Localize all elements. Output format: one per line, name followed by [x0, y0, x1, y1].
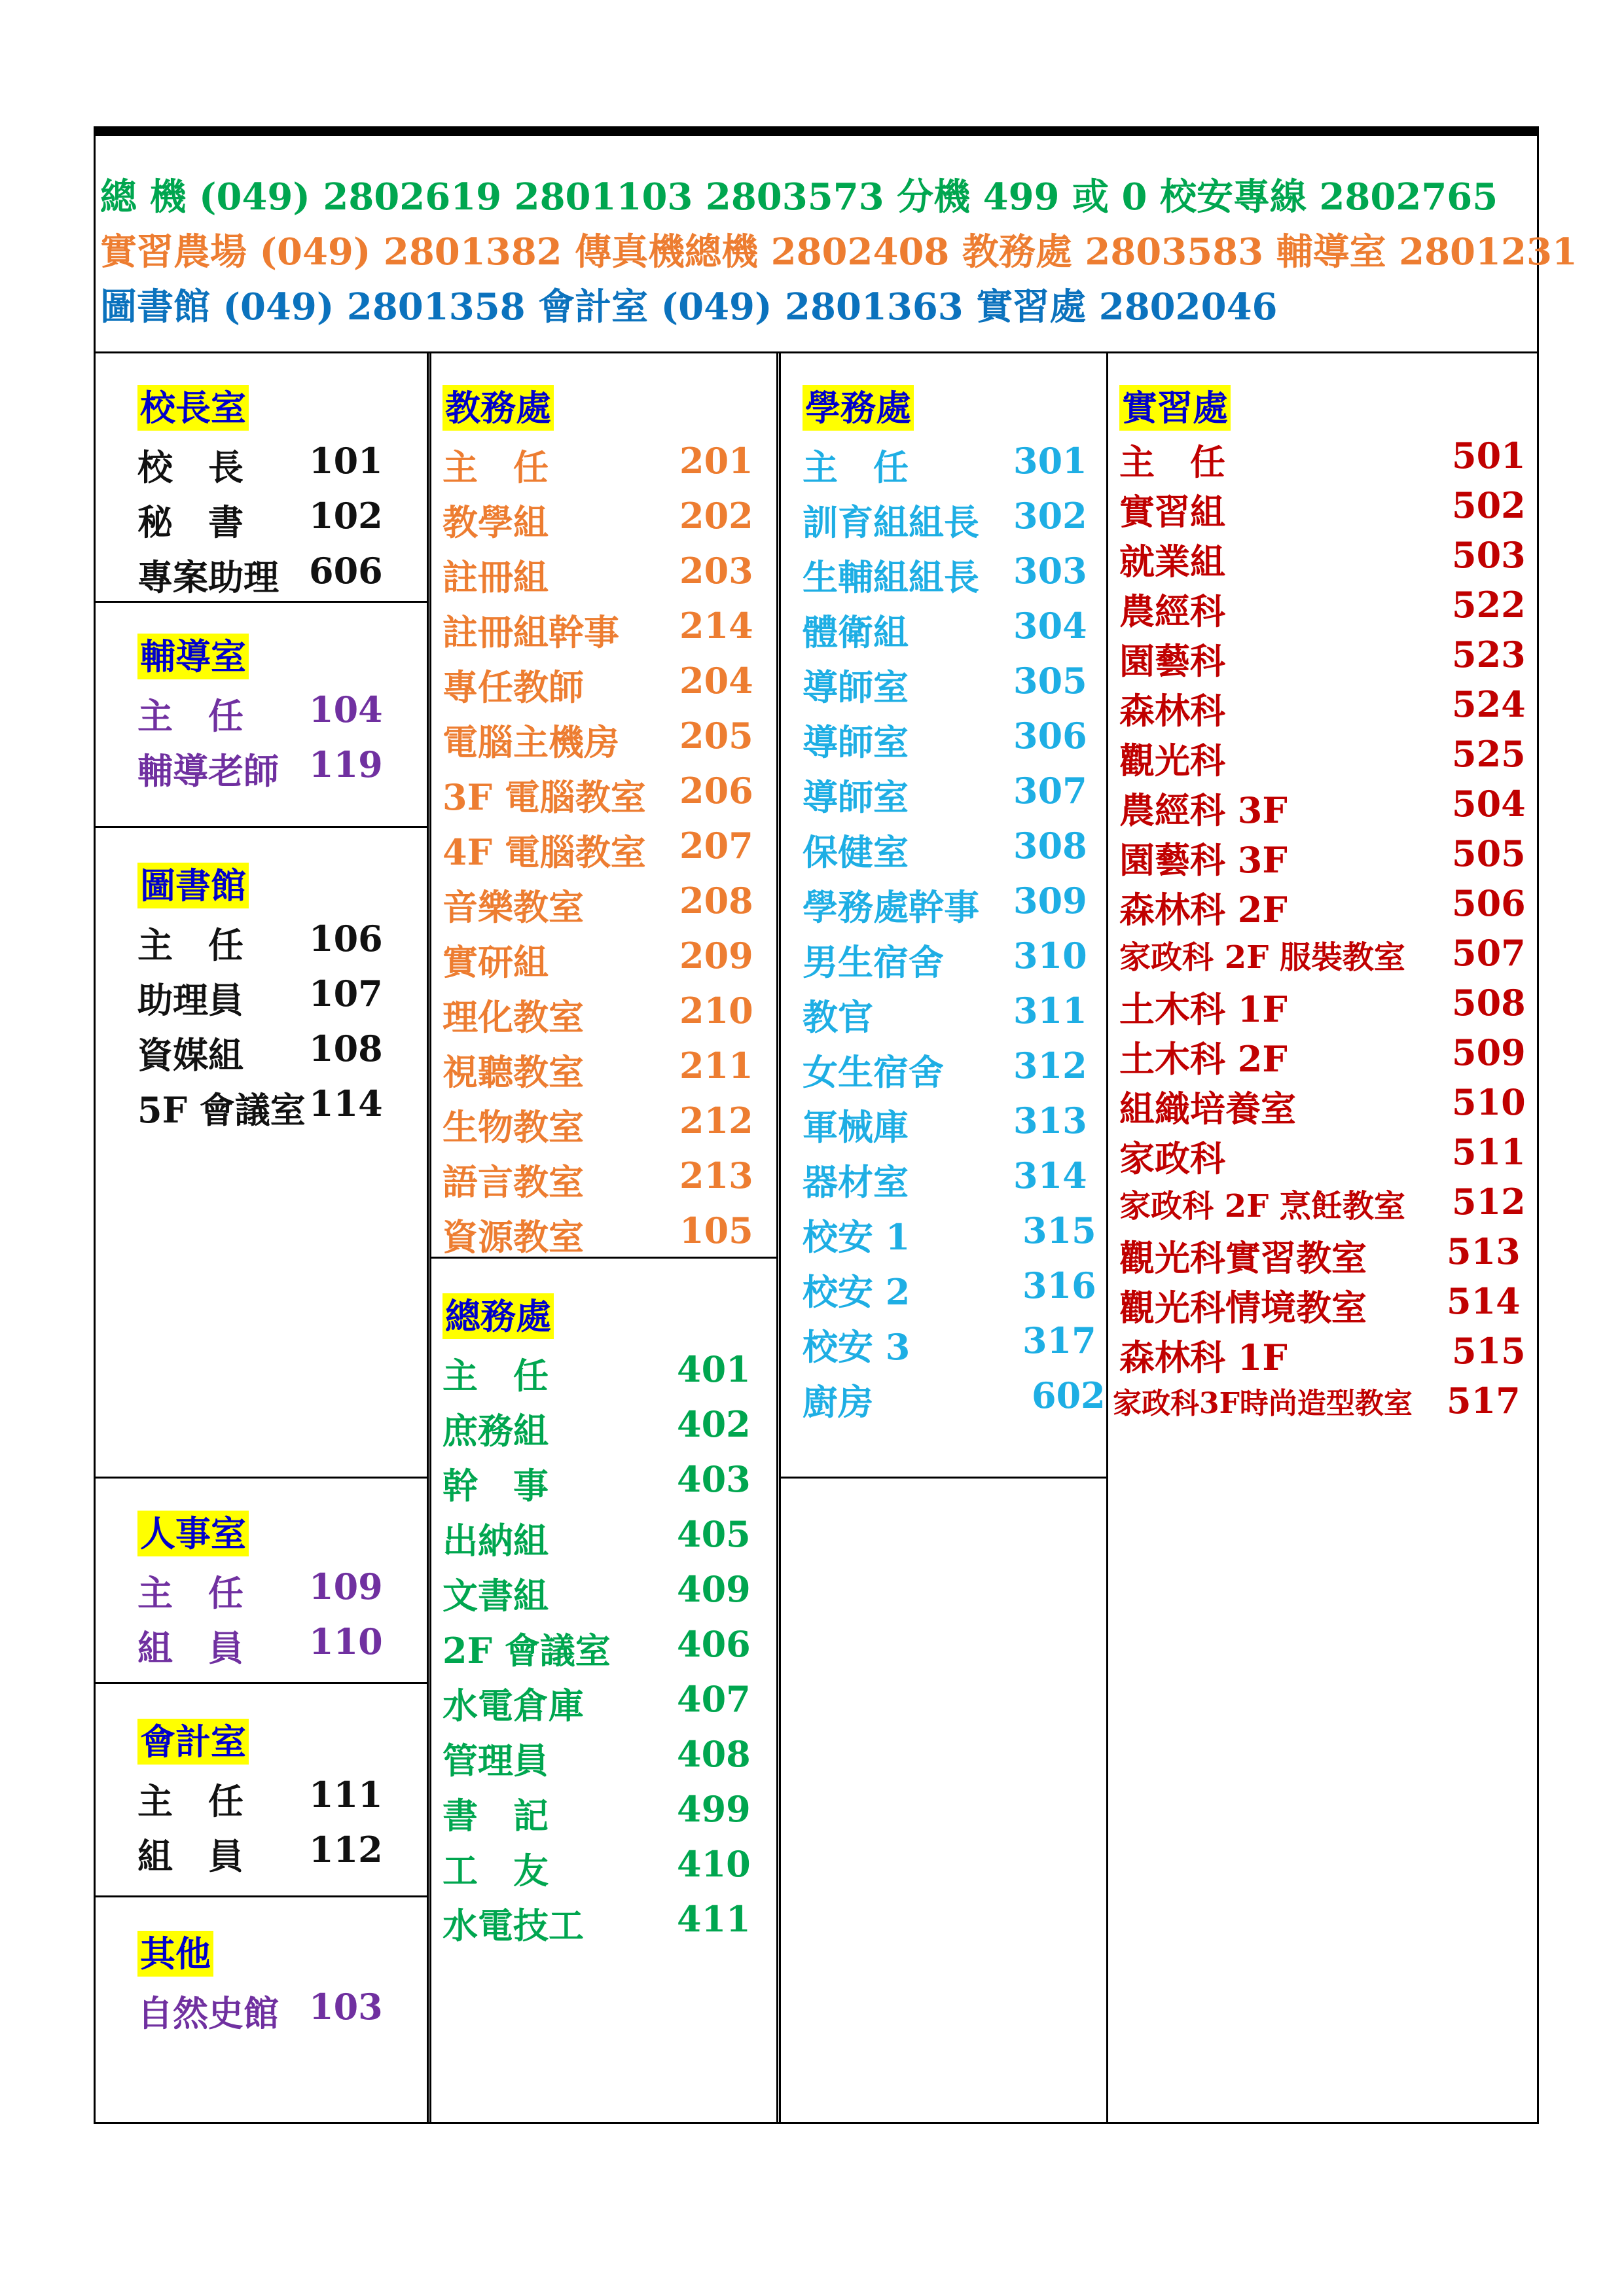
- header-line-2: 實習農場 (049) 2801382 傳真機總機 2802408 教務處 2803583 輔導室 2801231: [100, 230, 1578, 274]
- list-item: 生物教室 212: [442, 1100, 753, 1148]
- list-item: 主 任 201: [442, 440, 753, 488]
- list-item: 書 記 499: [442, 1788, 751, 1837]
- list-item: 教學組 202: [442, 495, 753, 543]
- column-divider-1: [427, 353, 429, 2124]
- list-item: 5F 會議室 114: [137, 1083, 383, 1131]
- list-item: 專案助理 606: [137, 550, 383, 598]
- list-item: 主 任 301: [803, 440, 1087, 488]
- list-item: 組 員 110: [137, 1621, 383, 1669]
- list-item: 組 員 112: [137, 1829, 383, 1877]
- section-accounting: [137, 1719, 412, 1880]
- list-item: 體衛組 304: [803, 605, 1087, 653]
- separator-principal: [94, 601, 429, 603]
- list-item: 理化教室 210: [442, 990, 753, 1038]
- section-title-general: 總務處: [442, 1293, 554, 1339]
- section-general: [442, 1293, 770, 1949]
- list-item: 文書組 409: [442, 1568, 751, 1617]
- list-item: 2F 會議室 406: [442, 1623, 751, 1672]
- list-item: 電腦主機房 205: [442, 715, 753, 763]
- list-item: 實習組 502: [1119, 484, 1526, 533]
- header-line-3: 圖書館 (049) 2801358 會計室 (049) 2801363 實習處 2802046: [100, 285, 1278, 329]
- section-practice: [1113, 385, 1526, 1426]
- separator-student: [779, 1477, 1106, 1479]
- list-item: 土木科 1F 508: [1119, 982, 1526, 1030]
- list-item: 導師室 306: [803, 715, 1087, 763]
- list-item: 學務處幹事 309: [803, 880, 1087, 928]
- list-item: 女生宿舍 312: [803, 1045, 1087, 1093]
- list-item: 觀光科 525: [1119, 733, 1526, 781]
- separator-personnel: [94, 1682, 429, 1684]
- section-student: [803, 385, 1106, 1426]
- section-title-academic: 教務處: [442, 385, 554, 431]
- section-title-accounting: 會計室: [137, 1719, 249, 1765]
- column-divider-1b: [429, 353, 431, 2124]
- list-item: 秘 書 102: [137, 495, 383, 543]
- list-item: 組織培養室 510: [1119, 1081, 1526, 1130]
- list-item: 森林科 2F 506: [1119, 882, 1526, 931]
- column-divider-3: [1106, 353, 1108, 2124]
- list-item: 語言教室 213: [442, 1155, 753, 1203]
- list-item: 視聽教室 211: [442, 1045, 753, 1093]
- section-title-library: 圖書館: [137, 863, 249, 908]
- list-item: 軍械庫 313: [803, 1100, 1087, 1148]
- section-title-practice: 實習處: [1119, 385, 1231, 431]
- list-item: 自然史館 103: [137, 1986, 383, 2034]
- list-item: 註冊組幹事 214: [442, 605, 753, 653]
- section-title-principal: 校長室: [137, 385, 249, 431]
- column-divider-2: [776, 353, 778, 2124]
- section-personnel: [137, 1511, 412, 1672]
- list-item: 農經科 3F 504: [1119, 783, 1526, 831]
- list-item: 水電技工 411: [442, 1898, 751, 1946]
- header-line-1: 總 機 (049) 2802619 2801103 2803573 分機 499 或 0 校安專線 2802765: [100, 175, 1498, 219]
- section-other: [137, 1931, 412, 2037]
- section-library: [137, 863, 412, 1134]
- list-item: 園藝科 523: [1119, 634, 1526, 682]
- list-item: 廚房 602: [803, 1374, 1106, 1423]
- list-item: 庶務組 402: [442, 1403, 751, 1452]
- list-item: 男生宿舍 310: [803, 935, 1087, 983]
- section-title-student: 學務處: [803, 385, 914, 431]
- list-item: 校安 1 315: [803, 1210, 1096, 1258]
- list-item: 教官 311: [803, 990, 1087, 1038]
- list-item: 導師室 305: [803, 660, 1087, 708]
- list-item: 觀光科情境教室 514: [1119, 1280, 1521, 1329]
- list-item: 4F 電腦教室 207: [442, 825, 753, 873]
- list-item: 農經科 522: [1119, 584, 1526, 632]
- list-item: 幹 事 403: [442, 1458, 751, 1507]
- list-item: 主 任 109: [137, 1566, 383, 1614]
- list-item: 資媒組 108: [137, 1028, 383, 1076]
- list-item: 工 友 410: [442, 1843, 751, 1892]
- separator-counseling: [94, 826, 429, 828]
- list-item: 森林科 524: [1119, 683, 1526, 732]
- list-item: 助理員 107: [137, 973, 383, 1021]
- list-item: 專任教師 204: [442, 660, 753, 708]
- list-item: 家政科 2F 服裝教室 507: [1119, 932, 1526, 976]
- list-item: 水電倉庫 407: [442, 1678, 751, 1727]
- list-item: 生輔組組長 303: [803, 550, 1087, 598]
- section-title-other: 其他: [137, 1931, 213, 1977]
- list-item: 家政科 2F 烹飪教室 512: [1119, 1181, 1526, 1225]
- column-divider-2b: [779, 353, 781, 2124]
- list-item: 主 任 106: [137, 918, 383, 966]
- list-item: 音樂教室 208: [442, 880, 753, 928]
- list-item: 園藝科 3F 505: [1119, 833, 1526, 881]
- list-item: 管理員 408: [442, 1733, 751, 1782]
- section-principal: [137, 385, 412, 601]
- list-item: 家政科 511: [1119, 1131, 1526, 1179]
- list-item: 資源教室 105: [442, 1210, 753, 1258]
- list-item: 就業組 503: [1119, 534, 1526, 583]
- list-item: 實研組 209: [442, 935, 753, 983]
- list-item: 觀光科實習教室 513: [1119, 1230, 1521, 1279]
- header-box: [94, 134, 1578, 353]
- list-item: 主 任 501: [1119, 435, 1526, 483]
- list-item: 器材室 314: [803, 1155, 1087, 1203]
- section-academic: [442, 385, 770, 1261]
- list-item: 出納組 405: [442, 1513, 751, 1562]
- list-item: 主 任 401: [442, 1348, 751, 1397]
- section-title-personnel: 人事室: [137, 1511, 249, 1556]
- list-item: 主 任 111: [137, 1774, 383, 1822]
- list-item: 森林科 1F 515: [1119, 1330, 1526, 1378]
- separator-accounting: [94, 1895, 429, 1897]
- list-item: 導師室 307: [803, 770, 1087, 818]
- section-counseling: [137, 634, 412, 795]
- list-item: 保健室 308: [803, 825, 1087, 873]
- list-item: 輔導老師 119: [137, 744, 383, 792]
- list-item: 3F 電腦教室 206: [442, 770, 753, 818]
- top-rule: [94, 126, 1539, 134]
- separator-library: [94, 1477, 429, 1479]
- list-item: 註冊組 203: [442, 550, 753, 598]
- section-title-counseling: 輔導室: [137, 634, 249, 679]
- list-item: 訓育組組長 302: [803, 495, 1087, 543]
- list-item: 校安 3 317: [803, 1319, 1096, 1368]
- list-item: 家政科3F時尚造型教室 517: [1113, 1380, 1521, 1422]
- list-item: 土木科 2F 509: [1119, 1031, 1526, 1080]
- list-item: 主 任 104: [137, 689, 383, 737]
- list-item: 校 長 101: [137, 440, 383, 488]
- list-item: 校安 2 316: [803, 1265, 1096, 1313]
